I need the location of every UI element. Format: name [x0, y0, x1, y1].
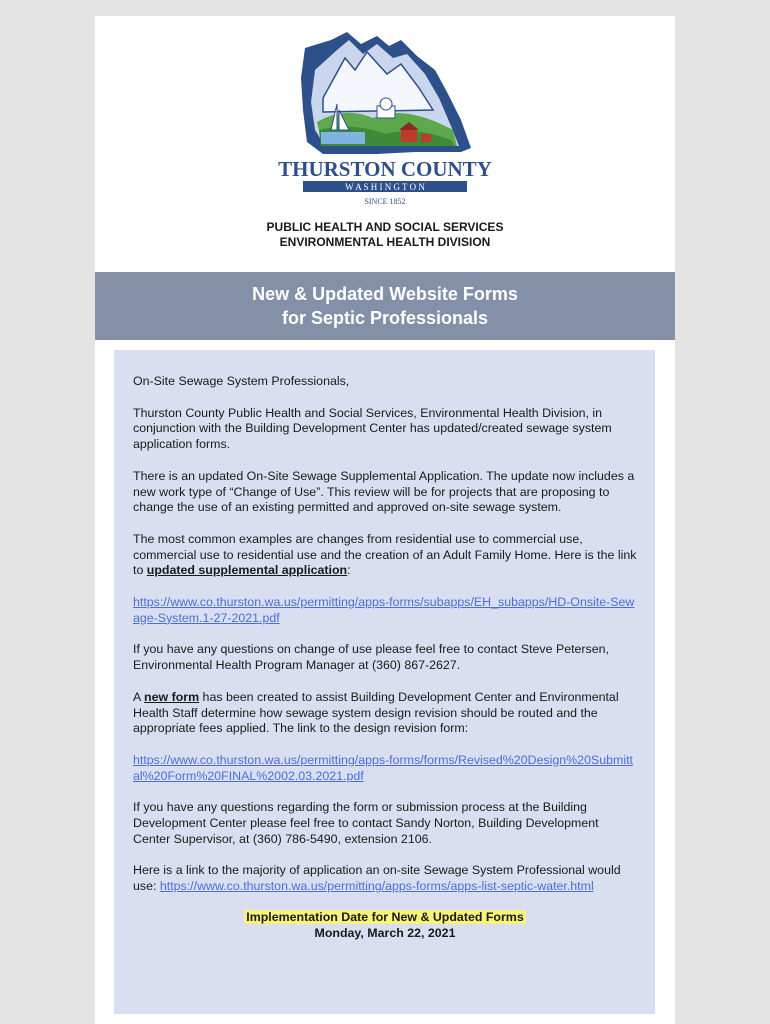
paragraph-url-2	[133, 753, 637, 784]
paragraph-new-form	[133, 690, 637, 737]
banner-title-line-2: for Septic Professionals	[281, 308, 489, 328]
newsletter-page	[95, 16, 675, 1024]
title-banner	[95, 272, 675, 340]
implementation-date	[133, 909, 637, 941]
logo-name: THURSTON COUNTY	[278, 157, 492, 181]
new-form-link[interactable]: new form	[144, 689, 200, 704]
logo-since: SINCE 1852	[364, 197, 406, 206]
banner-title-line-1: New & Updated Website Forms	[252, 284, 518, 304]
apps-list-text: Here is a link to the majority of application an on-site Sewage System Professional would use:	[133, 863, 621, 894]
supplemental-application-url-link[interactable]: https://www.co.thurston.wa.us/permitting/apps-forms/subapps/EH_subapps/HD-Onsite-Sewage-System.1-27-2021.pdf	[133, 595, 635, 625]
examples-colon: :	[347, 563, 351, 578]
apps-list-url-link[interactable]: https://www.co.thurston.wa.us/permitting/apps-forms/apps-list-septic-water.html	[159, 879, 594, 894]
new-form-text: has been created to assist Building Development Center and Environmental Health Staff determine how sewage system design revision should be routed and the appropriate fees applied. The link to the design revision form:	[133, 689, 619, 736]
logo-state: W A S H I N G T O N	[345, 182, 425, 192]
paragraph-change-of-use-contact: If you have any questions on change of use please feel free to contact Steve Petersen, Environmental Health Program Manager at (360) 867-2627.	[133, 642, 609, 673]
greeting: On-Site Sewage System Professionals,	[133, 374, 350, 388]
paragraph-bdc-contact: If you have any questions regarding the form or submission process at the Building Development Center please feel free to contact Sandy Norton, Building Development Center Supervisor, at (360) 786-5490, extension 2106.	[133, 800, 599, 846]
implementation-date-value: Monday, March 22, 2021	[314, 925, 456, 940]
paragraph-intro: Thurston County Public Health and Social Services, Environmental Health Division, in conjunction with the Building Development Center has updated/created sewage system application forms.	[133, 405, 612, 452]
division-header	[95, 220, 675, 250]
division-line-1: PUBLIC HEALTH AND SOCIAL SERVICES	[266, 220, 504, 234]
paragraph-supplemental-update: There is an updated On-Site Sewage Supplemental Application. The update now includes a new work type of “Change of Use”. This review will be for projects that are proposing to change the use of an existing permitted and approved on-site sewage system.	[133, 468, 635, 515]
new-form-prefix: A	[133, 689, 145, 704]
updated-supplemental-application-link[interactable]: updated supplemental application	[146, 563, 348, 578]
paragraph-url-1	[133, 595, 637, 626]
implementation-heading: Implementation Date for New & Updated Forms	[246, 909, 524, 924]
division-line-2: ENVIRONMENTAL HEALTH DIVISION	[279, 235, 491, 249]
design-revision-form-url-link[interactable]: https://www.co.thurston.wa.us/permitting/apps-forms/forms/Revised%20Design%20Submittal%20Form%20FINAL%2002.03.2021.pdf	[133, 752, 633, 783]
examples-text: The most common examples are changes from residential use to commercial use, commercial use to residential use and the creation of an Adult Family Home. Here is the link to	[133, 531, 637, 578]
thurston-county-logo	[265, 30, 505, 220]
message-body	[114, 350, 655, 1014]
paragraph-apps-list	[133, 863, 637, 894]
paragraph-examples	[133, 532, 637, 579]
